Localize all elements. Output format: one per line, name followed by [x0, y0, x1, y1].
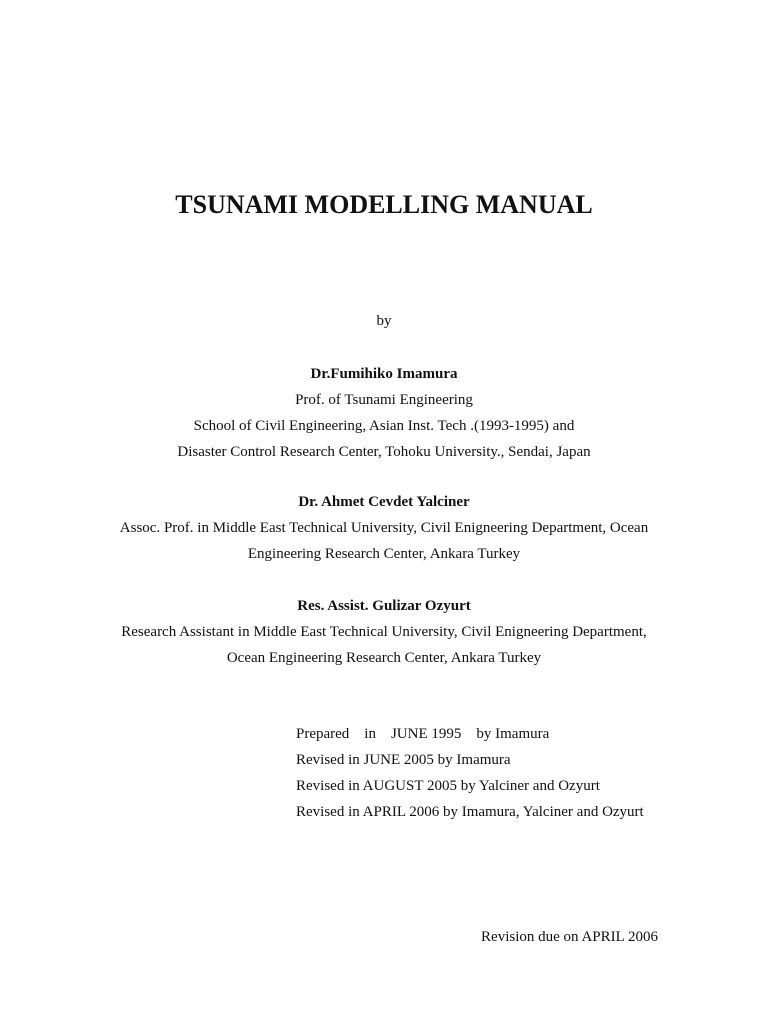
- revision-due-note: Revision due on APRIL 2006: [481, 929, 658, 945]
- author-affiliation-line: Disaster Control Research Center, Tohoku University., Sendai, Japan: [177, 444, 591, 460]
- author-affiliation-line: Assoc. Prof. in Middle East Technical University, Civil Enigneering Department, Ocean: [119, 520, 649, 536]
- author-affiliation-line: Prof. of Tsunami Engineering: [295, 392, 473, 408]
- revision-entry: Revised in AUGUST 2005 by Yalciner and Ozyurt: [296, 778, 600, 794]
- author-affiliation-line: Research Assistant in Middle East Technical University, Civil Enigneering Department,: [121, 624, 647, 640]
- author-name: Res. Assist. Gulizar Ozyurt: [297, 598, 471, 614]
- author-affiliation-line: Ocean Engineering Research Center, Ankara Turkey: [226, 650, 542, 666]
- revision-entry: Revised in APRIL 2006 by Imamura, Yalciner and Ozyurt: [296, 804, 644, 820]
- author-affiliation-line: Engineering Research Center, Ankara Turkey: [247, 546, 521, 562]
- revision-entry: Prepared in JUNE 1995 by Imamura: [296, 726, 550, 742]
- author-name: Dr. Ahmet Cevdet Yalciner: [298, 494, 470, 510]
- author-block-ozyurt: [0, 593, 768, 671]
- document-title: TSUNAMI MODELLING MANUAL: [175, 190, 593, 219]
- revision-history: [296, 721, 644, 825]
- author-block-imamura: [0, 361, 768, 465]
- author-affiliation-line: School of Civil Engineering, Asian Inst. Tech .(1993-1995) and: [193, 418, 575, 434]
- by-label: by: [376, 313, 392, 329]
- revision-entry: Revised in JUNE 2005 by Imamura: [296, 752, 511, 768]
- author-block-yalciner: [0, 489, 768, 567]
- author-name: Dr.Fumihiko Imamura: [310, 366, 458, 382]
